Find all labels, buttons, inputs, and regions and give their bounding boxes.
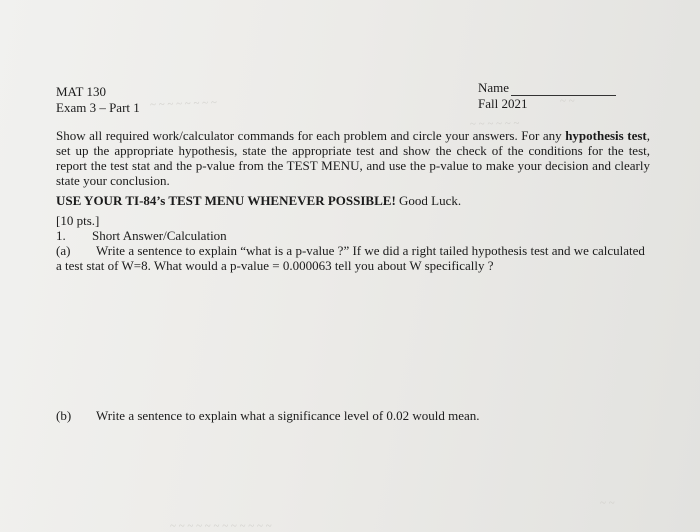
name-field: [478, 80, 616, 96]
question-1-title: Short Answer/Calculation: [92, 228, 227, 243]
question-1a: [56, 243, 652, 273]
course-code: MAT 130: [56, 84, 106, 99]
part-a-label: (a): [56, 243, 71, 258]
bleed-through-text: ~ ~: [600, 497, 615, 509]
bleed-through-text: ~ ~ ~ ~ ~ ~: [469, 117, 520, 131]
bleed-through-text: ~ ~ ~ ~ ~ ~ ~ ~ ~ ~ ~ ~: [170, 520, 272, 532]
good-luck: Good Luck.: [395, 193, 462, 208]
exam-title: Exam 3 – Part 1: [56, 100, 140, 115]
question-1b: [56, 408, 480, 423]
instructions: [56, 128, 650, 188]
ti84-notice-bold: USE YOUR TI-84’s TEST MENU WHENEVER POSSIBLE!: [56, 193, 396, 208]
question-1-heading: [56, 228, 227, 243]
bleed-through-text: ~ ~ ~ ~ ~ ~ ~ ~: [149, 96, 218, 112]
header-right: [478, 80, 616, 112]
term: Fall 2021: [478, 96, 528, 111]
name-blank-line: [511, 83, 616, 96]
part-b-label: (b): [56, 408, 72, 423]
part-b-text: Write a sentence to explain what a significance level of 0.02 would mean.: [96, 408, 480, 423]
ti84-notice: [56, 193, 461, 208]
name-label: Name: [478, 80, 510, 95]
question-number: 1.: [56, 228, 66, 243]
instructions-part2: , set up the appropriate hypothesis, state the appropriate test and show the check of the conditions for the test, report the test stat and the p-value from the TEST MENU, and use the p-value to make your decision and clearly state your conclusion.: [56, 128, 650, 188]
instructions-bold: hypothesis test: [565, 128, 647, 143]
part-a-text: Write a sentence to explain “what is a p-value ?” If we did a right tailed hypothesis test and we calculated a test stat of W=8. What would a p-value = 0.000063 tell you about W specifically ?: [56, 243, 645, 273]
instructions-part1: Show all required work/calculator commands for each problem and circle your answers. For any: [56, 128, 562, 143]
points-label: [10 pts.]: [56, 213, 100, 228]
header-left: [56, 84, 140, 116]
bleed-through-text: ~ ~: [560, 95, 575, 107]
